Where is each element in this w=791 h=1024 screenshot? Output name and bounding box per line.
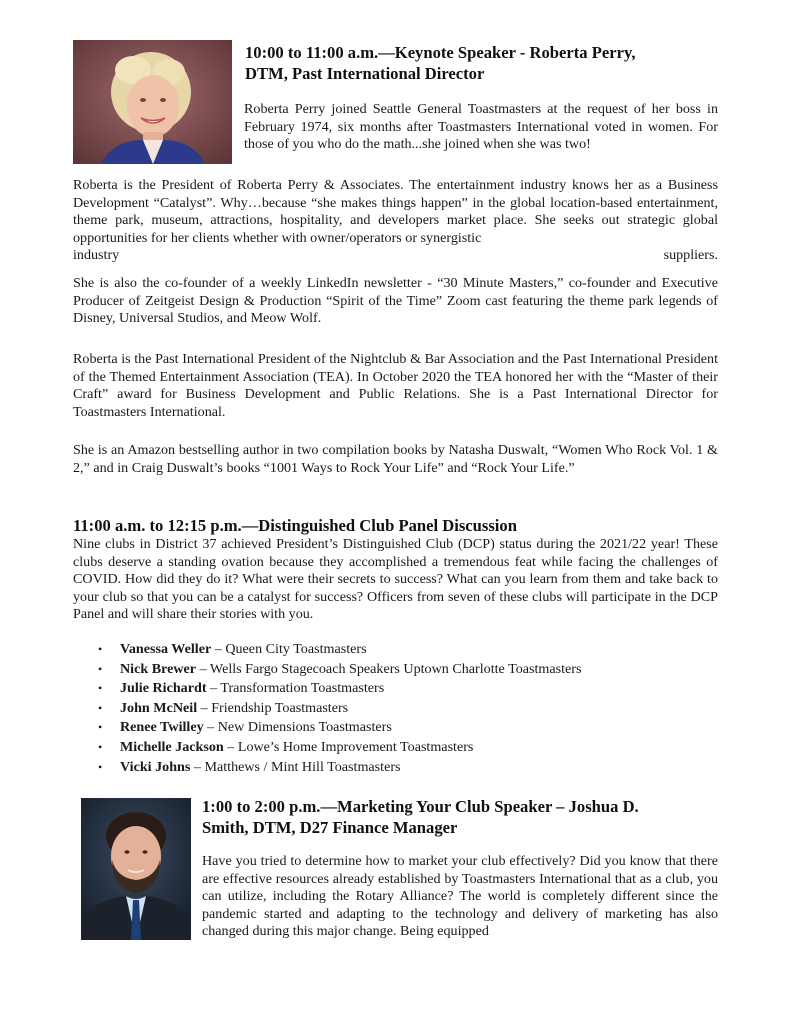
panelist-list [98,640,698,777]
bullet-icon: • [98,661,103,676]
panel-heading: 11:00 a.m. to 12:15 p.m.—Distinguished Club Panel Discussion [73,516,517,535]
keynote-heading-line-2: DTM, Past International Director [245,64,485,83]
panelist-name: Vicki Johns [120,758,191,775]
keynote-bio-1-tail-left: industry [73,247,120,264]
panelist-club: – Wells Fargo Stagecoach Speakers Uptown Charlotte Toastmasters [196,660,582,677]
keynote-bio-1-last-line [73,247,718,265]
panelist-club: – Lowe’s Home Improvement Toastmasters [223,738,474,755]
panelist-name: Julie Richardt [120,680,207,697]
bullet-icon: • [98,759,103,774]
speaker-photo-joshua-smith [81,798,191,940]
panelist-club: – Transformation Toastmasters [206,680,385,697]
bullet-icon: • [98,700,103,715]
list-item [98,758,698,778]
speaker-photo-roberta-perry [73,40,232,164]
panelist-club: – Matthews / Mint Hill Toastmasters [190,758,401,775]
panelist-name: Michelle Jackson [120,738,224,755]
panelist-club: – Queen City Toastmasters [211,641,367,657]
marketing-heading [202,796,722,838]
panelist-name: John McNeil [120,699,198,716]
keynote-heading-line-1: 10:00 to 11:00 a.m.—Keynote Speaker - Roberta Perry, [245,43,636,62]
marketing-description: Have you tried to determine how to market your club effectively? Did you know that there are effective resources already established by Toastmasters International that as a club, you can utilize, including the Rotary Alliance? The world is completely different since the pandemic started and adapting to the technology and delivery of marketing has also changed during this major change. Being equipped [202,853,718,940]
keynote-intro-paragraph: Roberta Perry joined Seattle General Toastmasters at the request of her boss in February 1974, six months after Toastmasters International voted in women. For those of you who do the math...she joined when she was two! [244,101,718,153]
bullet-icon: • [98,739,103,754]
panelist-name: Nick Brewer [120,660,197,677]
panelist-club: – New Dimensions Toastmasters [203,719,392,736]
keynote-bio-paragraph-1 [73,177,718,265]
list-item [98,660,698,680]
list-item [98,699,698,719]
keynote-bio-paragraph-3: Roberta is the Past International President of the Nightclub & Bar Association and the Past International President of the Themed Entertainment Association (TEA). In October 2020 the TEA honored her with the “Master of their Craft” award for Business Development and Public Relations. She is a Past International Director for Toastmasters International. [73,351,718,420]
keynote-bio-paragraph-4: She is an Amazon bestselling author in two compilation books by Natasha Duswalt, “Women Who Rock Vol. 1 & 2,” and in Craig Duswalt’s books “1001 Ways to Rock Your Life” and “Rock Your Life.” [73,442,718,476]
marketing-heading-line-1: 1:00 to 2:00 p.m.—Marketing Your Club Speaker – Joshua D. [202,797,639,816]
panelist-name: Vanessa Weller [120,641,212,657]
list-item [98,640,698,660]
panelist-name: Renee Twilley [120,719,204,736]
keynote-heading [245,42,725,84]
keynote-bio-1-tail-right: suppliers. [663,247,718,264]
keynote-bio-1-text: Roberta is the President of Roberta Perry & Associates. The entertainment industry knows her as a Business Development “Catalyst”. Why…because “she makes things happen” in the global location-based entertainment, theme park, museum, attractions, hospitality, and developers market place. She seeks out strategic global opportunities for her clients whether with owner/operators or synergistic [73,177,718,246]
bullet-icon: • [98,720,103,735]
list-item [98,718,698,738]
bullet-icon: • [98,681,103,696]
list-item [98,679,698,699]
bullet-icon: • [98,642,103,656]
list-item [98,738,698,758]
keynote-bio-paragraph-2: She is also the co-founder of a weekly LinkedIn newsletter - “30 Minute Masters,” co-founder and Executive Producer of Zeitgeist Design & Production “Spirit of the Time” Zoom cast featuring the theme park legends of Disney, Universal Studios, and Meow Wolf. [73,275,718,327]
panelist-club: – Friendship Toastmasters [197,699,349,716]
marketing-heading-line-2: Smith, DTM, D27 Finance Manager [202,818,458,837]
panel-description: Nine clubs in District 37 achieved President’s Distinguished Club (DCP) status during the 2021/22 year! These clubs deserve a standing ovation because they accomplished a tremendous feat while facing the challenges of COVID. How did they do it? What were their secrets to success? What can you learn from them and take back to your club so that you can be a catalyst for success? Officers from seven of these clubs will participate in the DCP Panel and will share their stories with you. [73,536,718,623]
